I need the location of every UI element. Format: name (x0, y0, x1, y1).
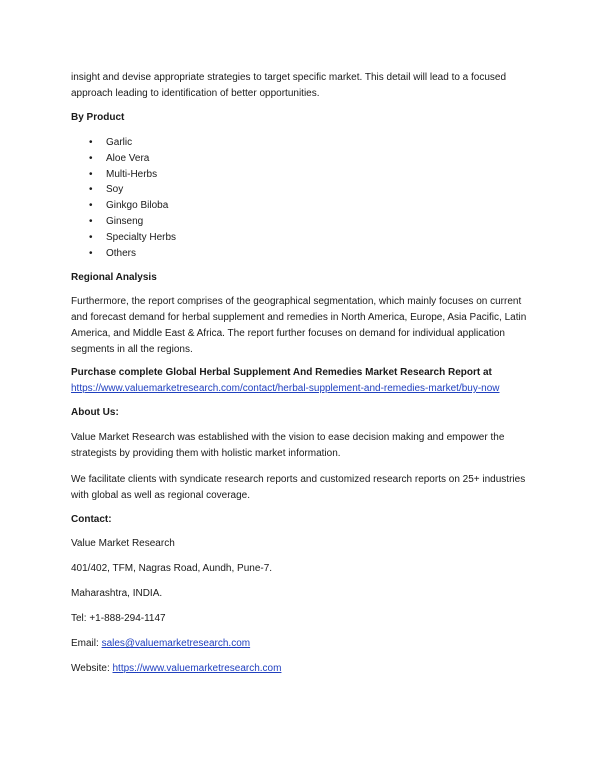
contact-address: 401/402, TFM, Nagras Road, Aundh, Pune-7. (71, 563, 273, 574)
list-item-label: Aloe Vera (106, 152, 150, 164)
list-item (71, 135, 176, 151)
about-line: We facilitate clients with syndicate research reports and customized research reports on 25+ industries (71, 474, 526, 485)
list-item (71, 167, 176, 183)
regional-line: Furthermore, the report comprises of the geographical segmentation, which mainly focuses on current (71, 296, 522, 307)
bullet-icon: • (89, 184, 93, 196)
about-paragraph (71, 430, 531, 462)
bullet-icon: • (89, 137, 93, 148)
product-list (71, 135, 176, 261)
contact-region: Maharashtra, INDIA. (71, 588, 163, 599)
contact-tel: Tel: +1-888-294-1147 (71, 613, 166, 624)
list-item-label: Ginseng (106, 215, 144, 227)
regional-line: segments in all the regions. (71, 344, 193, 355)
intro-line: approach leading to identification of better opportunities. (71, 88, 320, 99)
bullet-icon: • (89, 215, 93, 227)
intro-paragraph (71, 70, 531, 102)
contact-heading: Contact: (71, 514, 112, 525)
regional-heading: Regional Analysis (71, 272, 157, 283)
about-line: strategists by providing them with holistic market information. (71, 448, 341, 459)
about-heading: About Us: (71, 407, 119, 418)
intro-line: insight and devise appropriate strategies to target specific market. This detail will lead to a focused (71, 72, 507, 83)
purchase-section (71, 365, 531, 397)
regional-line: and forecast demand for herbal supplement and remedies in North America, Europe, Asia Pacific, Latin (71, 312, 527, 323)
list-item-label: Others (106, 247, 137, 259)
email-label: Email: (71, 638, 102, 649)
purchase-link[interactable]: https://www.valuemarketresearch.com/contact/herbal-supplement-and-remedies-market/buy-now (71, 383, 500, 394)
list-item (71, 246, 176, 262)
list-item (71, 198, 176, 214)
contact-email (71, 636, 531, 652)
website-label: Website: (71, 663, 113, 674)
purchase-heading: Purchase complete Global Herbal Supplement And Remedies Market Research Report at (71, 367, 492, 378)
contact-company: Value Market Research (71, 538, 175, 549)
website-link[interactable]: https://www.valuemarketresearch.com (112, 663, 282, 674)
list-item (71, 182, 176, 198)
list-item-label: Soy (106, 184, 124, 196)
list-item-label: Multi-Herbs (106, 168, 158, 180)
about-line: Value Market Research was established with the vision to ease decision making and empower the (71, 432, 505, 443)
bullet-icon: • (89, 247, 93, 259)
list-item (71, 151, 176, 167)
list-item-label: Ginkgo Biloba (106, 200, 169, 212)
contact-website (71, 661, 531, 677)
regional-line: America, and Middle East & Africa. The report further focuses on demand for individual application (71, 328, 505, 339)
email-link[interactable]: sales@valuemarketresearch.com (101, 638, 251, 649)
bullet-icon: • (89, 152, 93, 164)
regional-paragraph (71, 294, 531, 358)
list-item (71, 214, 176, 230)
about-paragraph-2 (71, 472, 531, 504)
by-product-heading: By Product (71, 112, 125, 123)
bullet-icon: • (89, 231, 93, 243)
bullet-icon: • (89, 200, 93, 212)
list-item-label: Garlic (106, 137, 133, 148)
list-item-label: Specialty Herbs (106, 231, 177, 243)
bullet-icon: • (89, 168, 93, 180)
about-line: with global as well as regional coverage. (71, 490, 250, 501)
list-item (71, 230, 176, 246)
